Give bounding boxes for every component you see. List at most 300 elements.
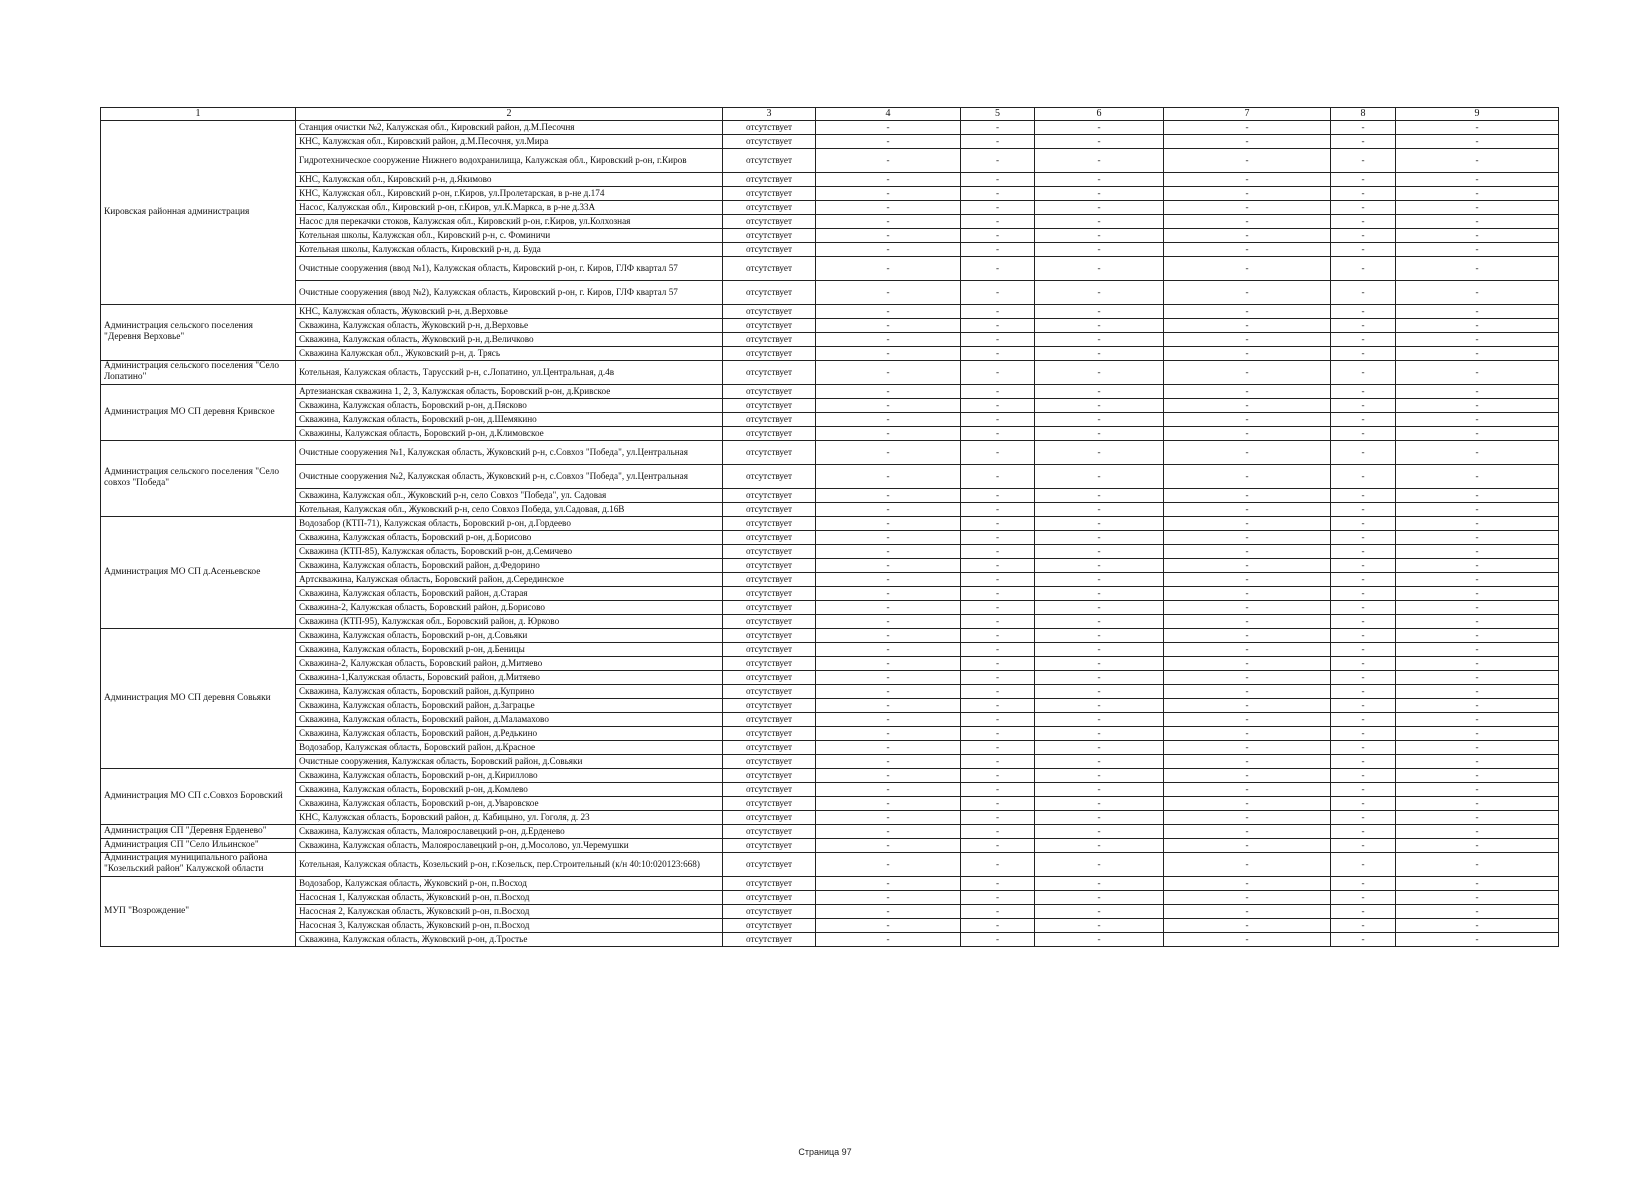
document-page [100,107,1558,947]
value-cell-col-9: - [1396,256,1559,280]
organization-cell: Администрация МО СП деревня Кривское [101,384,296,440]
table-row [101,502,1559,516]
value-cell-col-7: - [1164,440,1331,464]
value-cell-col-6: - [1035,412,1164,426]
table-row [101,754,1559,768]
value-cell-col-9: - [1396,642,1559,656]
facility-cell: Скважина-1,Калужская область, Боровский район, д.Митяево [296,670,723,684]
value-cell-col-9: - [1396,426,1559,440]
table-row [101,304,1559,318]
value-cell-col-6: - [1035,656,1164,670]
value-cell-col-6: - [1035,186,1164,200]
facility-cell: Скважина, Калужская область, Боровский район, д.Заграцье [296,698,723,712]
table-row [101,530,1559,544]
value-cell-col-6: - [1035,280,1164,304]
value-cell-col-6: - [1035,572,1164,586]
value-cell-col-5: - [961,824,1035,838]
value-cell-col-8: - [1331,768,1396,782]
table-row [101,242,1559,256]
facility-cell: Артскважина, Калужская область, Боровский район, д.Серединское [296,572,723,586]
value-cell-col-6: - [1035,172,1164,186]
facility-cell: КНС, Калужская область, Жуковский р-н, д.Верховье [296,304,723,318]
value-cell-col-4: - [816,712,961,726]
status-cell: отсутствует [723,280,816,304]
status-cell: отсутствует [723,754,816,768]
value-cell-col-6: - [1035,810,1164,824]
value-cell-col-4: - [816,656,961,670]
status-cell: отсутствует [723,318,816,332]
value-cell-col-7: - [1164,464,1331,488]
value-cell-col-9: - [1396,698,1559,712]
value-cell-col-4: - [816,502,961,516]
table-row [101,464,1559,488]
value-cell-col-7: - [1164,346,1331,360]
value-cell-col-5: - [961,572,1035,586]
value-cell-col-9: - [1396,186,1559,200]
value-cell-col-8: - [1331,172,1396,186]
value-cell-col-8: - [1331,304,1396,318]
status-cell: отсутствует [723,642,816,656]
value-cell-col-5: - [961,670,1035,684]
table-row [101,440,1559,464]
value-cell-col-7: - [1164,228,1331,242]
value-cell-col-8: - [1331,318,1396,332]
value-cell-col-4: - [816,280,961,304]
value-cell-col-8: - [1331,360,1396,384]
value-cell-col-8: - [1331,440,1396,464]
table-row [101,228,1559,242]
table-row [101,932,1559,946]
status-cell: отсутствует [723,346,816,360]
value-cell-col-8: - [1331,586,1396,600]
value-cell-col-5: - [961,628,1035,642]
value-cell-col-5: - [961,398,1035,412]
value-cell-col-6: - [1035,242,1164,256]
value-cell-col-4: - [816,242,961,256]
table-row [101,398,1559,412]
value-cell-col-9: - [1396,726,1559,740]
value-cell-col-4: - [816,200,961,214]
status-cell: отсутствует [723,304,816,318]
value-cell-col-9: - [1396,670,1559,684]
status-cell: отсутствует [723,656,816,670]
status-cell: отсутствует [723,148,816,172]
status-cell: отсутствует [723,172,816,186]
value-cell-col-6: - [1035,360,1164,384]
value-cell-col-6: - [1035,304,1164,318]
value-cell-col-5: - [961,256,1035,280]
table-body [101,120,1559,946]
value-cell-col-6: - [1035,200,1164,214]
value-cell-col-7: - [1164,120,1331,134]
facility-cell: Скважина, Калужская область, Боровский р-он, д.Совьяки [296,628,723,642]
value-cell-col-8: - [1331,464,1396,488]
value-cell-col-9: - [1396,516,1559,530]
value-cell-col-6: - [1035,740,1164,754]
table-row [101,810,1559,824]
value-cell-col-6: - [1035,148,1164,172]
value-cell-col-8: - [1331,754,1396,768]
value-cell-col-7: - [1164,200,1331,214]
value-cell-col-8: - [1331,614,1396,628]
status-cell: отсутствует [723,412,816,426]
value-cell-col-5: - [961,148,1035,172]
status-cell: отсутствует [723,782,816,796]
value-cell-col-4: - [816,810,961,824]
value-cell-col-4: - [816,684,961,698]
facility-cell: Скважина (КТП-95), Калужская обл., Боровский район, д. Юрково [296,614,723,628]
status-cell: отсутствует [723,712,816,726]
value-cell-col-4: - [816,412,961,426]
table-row [101,712,1559,726]
value-cell-col-6: - [1035,698,1164,712]
value-cell-col-7: - [1164,186,1331,200]
header-row [101,108,1559,121]
value-cell-col-7: - [1164,412,1331,426]
status-cell: отсутствует [723,516,816,530]
value-cell-col-5: - [961,838,1035,852]
table-row [101,256,1559,280]
value-cell-col-5: - [961,488,1035,502]
value-cell-col-8: - [1331,200,1396,214]
value-cell-col-8: - [1331,214,1396,228]
value-cell-col-9: - [1396,530,1559,544]
facility-cell: Очистные сооружения №1, Калужская область, Жуковский р-н, с.Совхоз "Победа", ул.Центральная [296,440,723,464]
value-cell-col-8: - [1331,572,1396,586]
value-cell-col-4: - [816,304,961,318]
value-cell-col-8: - [1331,398,1396,412]
value-cell-col-4: - [816,530,961,544]
value-cell-col-6: - [1035,558,1164,572]
table-row [101,782,1559,796]
value-cell-col-6: - [1035,684,1164,698]
status-cell: отсутствует [723,572,816,586]
value-cell-col-5: - [961,384,1035,398]
value-cell-col-6: - [1035,838,1164,852]
value-cell-col-8: - [1331,120,1396,134]
table-row [101,318,1559,332]
value-cell-col-9: - [1396,464,1559,488]
value-cell-col-6: - [1035,890,1164,904]
value-cell-col-5: - [961,186,1035,200]
value-cell-col-9: - [1396,904,1559,918]
value-cell-col-8: - [1331,642,1396,656]
status-cell: отсутствует [723,600,816,614]
value-cell-col-9: - [1396,502,1559,516]
organization-cell: МУП "Возрождение" [101,876,296,946]
value-cell-col-6: - [1035,904,1164,918]
value-cell-col-4: - [816,824,961,838]
value-cell-col-7: - [1164,398,1331,412]
value-cell-col-5: - [961,530,1035,544]
value-cell-col-9: - [1396,918,1559,932]
value-cell-col-4: - [816,754,961,768]
value-cell-col-9: - [1396,656,1559,670]
value-cell-col-8: - [1331,186,1396,200]
value-cell-col-7: - [1164,502,1331,516]
status-cell: отсутствует [723,360,816,384]
table-row [101,876,1559,890]
value-cell-col-8: - [1331,852,1396,876]
status-cell: отсутствует [723,838,816,852]
value-cell-col-9: - [1396,586,1559,600]
value-cell-col-8: - [1331,740,1396,754]
facility-cell: Насосная 3, Калужская область, Жуковский р-он, п.Восход [296,918,723,932]
table-row [101,852,1559,876]
value-cell-col-8: - [1331,516,1396,530]
value-cell-col-5: - [961,614,1035,628]
value-cell-col-7: - [1164,614,1331,628]
facility-cell: Котельная, Калужская обл., Жуковский р-н, село Совхоз Победа, ул.Садовая, д.16В [296,502,723,516]
value-cell-col-9: - [1396,838,1559,852]
value-cell-col-9: - [1396,600,1559,614]
col-7-header: 7 [1164,108,1331,121]
organization-cell: Администрация сельского поселения "Село совхоз "Победа" [101,440,296,516]
value-cell-col-9: - [1396,754,1559,768]
value-cell-col-4: - [816,796,961,810]
organization-cell: Кировская районная администрация [101,120,296,304]
value-cell-col-8: - [1331,782,1396,796]
value-cell-col-4: - [816,214,961,228]
value-cell-col-7: - [1164,656,1331,670]
value-cell-col-6: - [1035,726,1164,740]
value-cell-col-6: - [1035,256,1164,280]
value-cell-col-7: - [1164,530,1331,544]
value-cell-col-4: - [816,256,961,280]
table-row [101,768,1559,782]
value-cell-col-6: - [1035,426,1164,440]
value-cell-col-8: - [1331,918,1396,932]
value-cell-col-5: - [961,890,1035,904]
status-cell: отсутствует [723,502,816,516]
value-cell-col-7: - [1164,918,1331,932]
organization-cell: Администрация СП "Деревня Ерденево" [101,824,296,838]
value-cell-col-7: - [1164,558,1331,572]
facility-cell: Гидротехническое сооружение Нижнего водохранилища, Калужская обл., Кировский р-он, г.Киров [296,148,723,172]
value-cell-col-5: - [961,918,1035,932]
value-cell-col-8: - [1331,838,1396,852]
value-cell-col-4: - [816,852,961,876]
value-cell-col-4: - [816,876,961,890]
facility-cell: Скважина, Калужская область, Малоярославецкий р-он, д.Мосолово, ул.Черемушки [296,838,723,852]
facility-cell: Скважина, Калужская область, Боровский район, д.Старая [296,586,723,600]
value-cell-col-8: - [1331,558,1396,572]
value-cell-col-9: - [1396,782,1559,796]
facility-cell: Насосная 2, Калужская область, Жуковский р-он, п.Восход [296,904,723,918]
status-cell: отсутствует [723,876,816,890]
facility-cell: Котельная, Калужская область, Козельский р-он, г.Козельск, пер.Строительный (к/н 40:10:020123:668) [296,852,723,876]
organization-cell: Администрация МО СП деревня Совьяки [101,628,296,768]
facility-cell: Очистные сооружения (ввод №2), Калужская область, Кировский р-он, г. Киров, ГЛФ квартал 57 [296,280,723,304]
value-cell-col-5: - [961,228,1035,242]
facility-cell: Скважина, Калужская область, Боровский район, д.Редькино [296,726,723,740]
status-cell: отсутствует [723,904,816,918]
value-cell-col-4: - [816,600,961,614]
value-cell-col-8: - [1331,242,1396,256]
table-row [101,586,1559,600]
value-cell-col-7: - [1164,544,1331,558]
value-cell-col-8: - [1331,698,1396,712]
value-cell-col-8: - [1331,726,1396,740]
facility-cell: Скважина-2, Калужская область, Боровский район, д.Борисово [296,600,723,614]
value-cell-col-5: - [961,768,1035,782]
value-cell-col-7: - [1164,586,1331,600]
facility-cell: Котельная, Калужская область, Тарусский р-н, с.Лопатино, ул.Центральная, д.4в [296,360,723,384]
facility-cell: Скважина, Калужская область, Малоярославецкий р-он, д.Ерденево [296,824,723,838]
table-row [101,698,1559,712]
status-cell: отсутствует [723,228,816,242]
value-cell-col-5: - [961,440,1035,464]
value-cell-col-5: - [961,904,1035,918]
status-cell: отсутствует [723,134,816,148]
value-cell-col-8: - [1331,134,1396,148]
value-cell-col-7: - [1164,726,1331,740]
facility-cell: Скважина-2, Калужская область, Боровский район, д.Митяево [296,656,723,670]
value-cell-col-8: - [1331,530,1396,544]
status-cell: отсутствует [723,558,816,572]
value-cell-col-4: - [816,488,961,502]
value-cell-col-8: - [1331,256,1396,280]
table-row [101,332,1559,346]
table-row [101,838,1559,852]
table-row [101,904,1559,918]
value-cell-col-8: - [1331,684,1396,698]
organization-cell: Администрация МО СП с.Совхоз Боровский [101,768,296,824]
value-cell-col-7: - [1164,698,1331,712]
value-cell-col-9: - [1396,148,1559,172]
value-cell-col-7: - [1164,572,1331,586]
value-cell-col-4: - [816,628,961,642]
table-row [101,740,1559,754]
value-cell-col-7: - [1164,214,1331,228]
value-cell-col-6: - [1035,488,1164,502]
col-9-header: 9 [1396,108,1559,121]
value-cell-col-5: - [961,426,1035,440]
value-cell-col-7: - [1164,852,1331,876]
value-cell-col-8: - [1331,628,1396,642]
facility-cell: Очистные сооружения №2, Калужская область, Жуковский р-н, с.Совхоз "Победа", ул.Центральная [296,464,723,488]
value-cell-col-7: - [1164,318,1331,332]
status-cell: отсутствует [723,440,816,464]
status-cell: отсутствует [723,698,816,712]
facility-cell: КНС, Калужская обл., Кировский р-н, д.Якимово [296,172,723,186]
value-cell-col-9: - [1396,242,1559,256]
value-cell-col-6: - [1035,614,1164,628]
value-cell-col-7: - [1164,782,1331,796]
value-cell-col-6: - [1035,586,1164,600]
status-cell: отсутствует [723,726,816,740]
page-number: Страница 97 [798,1147,852,1157]
facility-cell: Водозабор (КТП-71), Калужская область, Боровский р-он, д.Гордеево [296,516,723,530]
value-cell-col-8: - [1331,148,1396,172]
value-cell-col-6: - [1035,876,1164,890]
value-cell-col-4: - [816,918,961,932]
value-cell-col-9: - [1396,332,1559,346]
value-cell-col-9: - [1396,384,1559,398]
value-cell-col-7: - [1164,332,1331,346]
table-row [101,134,1559,148]
table-row [101,186,1559,200]
status-cell: отсутствует [723,488,816,502]
value-cell-col-9: - [1396,412,1559,426]
table-row [101,346,1559,360]
value-cell-col-9: - [1396,614,1559,628]
value-cell-col-7: - [1164,824,1331,838]
value-cell-col-6: - [1035,332,1164,346]
value-cell-col-6: - [1035,464,1164,488]
value-cell-col-4: - [816,346,961,360]
col-3-header: 3 [723,108,816,121]
value-cell-col-7: - [1164,810,1331,824]
value-cell-col-4: - [816,318,961,332]
status-cell: отсутствует [723,426,816,440]
value-cell-col-9: - [1396,712,1559,726]
value-cell-col-5: - [961,586,1035,600]
status-cell: отсутствует [723,398,816,412]
value-cell-col-5: - [961,304,1035,318]
table-row [101,600,1559,614]
facility-cell: Очистные сооружения (ввод №1), Калужская область, Кировский р-он, г. Киров, ГЛФ квартал 57 [296,256,723,280]
value-cell-col-4: - [816,838,961,852]
col-5-header: 5 [961,108,1035,121]
facility-cell: Котельная школы, Калужская область, Кировский р-н, д. Буда [296,242,723,256]
value-cell-col-7: - [1164,488,1331,502]
value-cell-col-8: - [1331,346,1396,360]
value-cell-col-4: - [816,614,961,628]
value-cell-col-5: - [961,740,1035,754]
value-cell-col-8: - [1331,712,1396,726]
value-cell-col-6: - [1035,384,1164,398]
value-cell-col-9: - [1396,172,1559,186]
table-row [101,148,1559,172]
value-cell-col-8: - [1331,600,1396,614]
value-cell-col-7: - [1164,642,1331,656]
value-cell-col-5: - [961,172,1035,186]
facility-cell: Скважины, Калужская область, Боровский р-он, д.Климовское [296,426,723,440]
status-cell: отсутствует [723,214,816,228]
table-row [101,412,1559,426]
value-cell-col-9: - [1396,852,1559,876]
value-cell-col-4: - [816,904,961,918]
facility-cell: Станция очистки №2, Калужская обл., Кировский район, д.М.Песочня [296,120,723,134]
value-cell-col-4: - [816,516,961,530]
value-cell-col-9: - [1396,214,1559,228]
value-cell-col-4: - [816,586,961,600]
status-cell: отсутствует [723,200,816,214]
value-cell-col-6: - [1035,134,1164,148]
status-cell: отсутствует [723,120,816,134]
value-cell-col-7: - [1164,516,1331,530]
value-cell-col-8: - [1331,890,1396,904]
value-cell-col-4: - [816,148,961,172]
table-row [101,614,1559,628]
col-8-header: 8 [1331,108,1396,121]
status-cell: отсутствует [723,464,816,488]
facility-cell: Скважина, Калужская область, Боровский район, д.Федорино [296,558,723,572]
value-cell-col-8: - [1331,228,1396,242]
facility-cell: Скважина, Калужская область, Боровский р-он, д.Кириллово [296,768,723,782]
facility-cell: Скважина, Калужская область, Жуковский р-н, д.Величково [296,332,723,346]
table-row [101,200,1559,214]
value-cell-col-7: - [1164,148,1331,172]
status-cell: отсутствует [723,332,816,346]
status-cell: отсутствует [723,256,816,280]
value-cell-col-4: - [816,332,961,346]
status-cell: отсутствует [723,186,816,200]
facility-cell: КНС, Калужская обл., Кировский р-он, г.Киров, ул.Пролетарская, в р-не д.174 [296,186,723,200]
facility-cell: Котельная школы, Калужская обл., Кировский р-н, с. Фоминичи [296,228,723,242]
value-cell-col-5: - [961,810,1035,824]
